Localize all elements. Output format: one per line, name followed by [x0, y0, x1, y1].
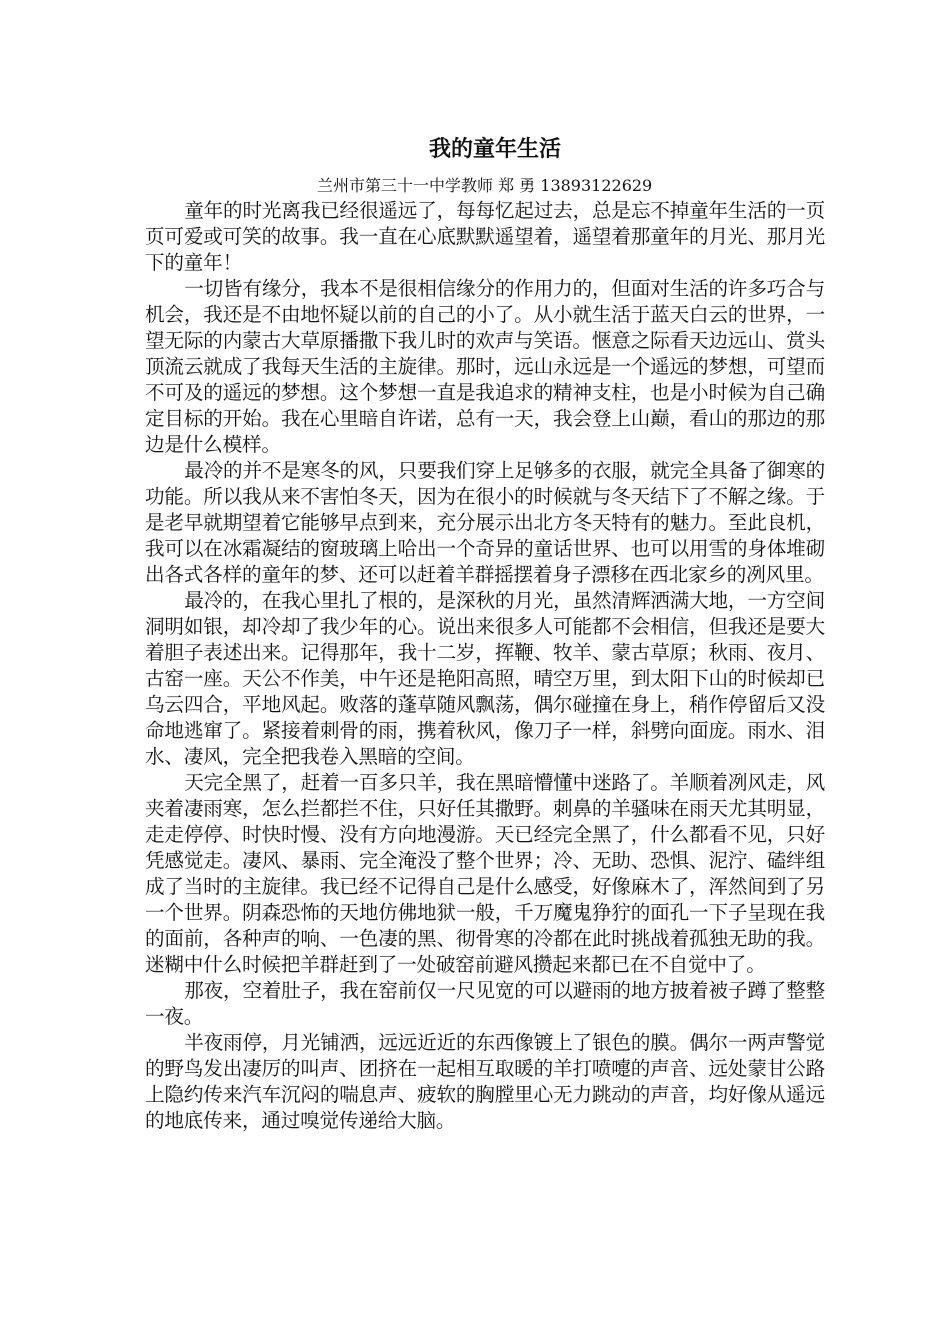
- paragraph-4: 最冷的，在我心里扎了根的，是深秋的月光，虽然清辉洒满大地，一方空间洞明如银，却冷却了我少年的心。说出来很多人可能都不会相信，但我还是要大着胆子表述出来。记得那年，我十二岁，挥鞭、牧羊、蒙古草原；秋雨、夜月、古窑一座。天公不作美，中午还是艳阳高照，晴空万里，到太阳下山的时候却已乌云四合，平地风起。败落的蓬草随风飘荡，偶尔碰撞在身上，稍作停留后又没命地逃窜了。紧接着刺骨的雨，携着秋风，像刀子一样，斜劈向面庞。雨水、泪水、凄风，完全把我卷入黑暗的空间。: [145, 589, 825, 768]
- paragraph-1: 童年的时光离我已经很遥远了，每每忆起过去，总是忘不掉童年生活的一页页可爱或可笑的故事。我一直在心底默默遥望着，遥望着那童年的月光、那月光下的童年！: [145, 199, 825, 274]
- paragraph-6: 那夜，空着肚子，我在窑前仅一尺见宽的可以避雨的地方披着被子蹲了整整一夜。: [145, 979, 825, 1028]
- paragraph-5: 天完全黑了，赶着一百多只羊，我在黑暗懵懂中迷路了。羊顺着冽风走，风夹着凄雨寒，怎么拦都拦不住，只好任其撒野。刺鼻的羊骚味在雨天尤其明显，走走停停、时快时慢、没有方向地漫游。天已经完全黑了，什么都看不见，只好凭感觉走。凄风、暴雨、完全淹没了整个世界；冷、无助、恐惧、泥泞、磕绊组成了当时的主旋律。我已经不记得自己是什么感受，好像麻木了，浑然间到了另一个世界。阴森恐怖的天地仿佛地狱一般，千万魔鬼狰狞的面孔一下子呈现在我的面前，各种声的响、一色凄的黑、彻骨寒的冷都在此时挑战着孤独无助的我。迷糊中什么时候把羊群赶到了一处破窑前避风攒起来都已在不自觉中了。: [145, 771, 825, 976]
- document-title: 我的童年生活: [428, 137, 561, 162]
- paragraph-7: 半夜雨停，月光铺洒，远远近近的东西像镀上了银色的膜。偶尔一两声警觉的野鸟发出凄厉的叫声、团挤在一起相互取暖的羊打喷嚏的声音、远处蒙甘公路上隐约传来汽车沉闷的喘息声、疲软的胸膛里心无力跳动的声音，均好像从遥远的地底传来，通过嗅觉传递给大脑。: [145, 1031, 825, 1132]
- document-page: [145, 132, 825, 1134]
- paragraph-2: 一切皆有缘分，我本不是很相信缘分的作用力的，但面对生活的许多巧合与机会，我还是不由地怀疑以前的自己的小了。从小就生活于蓝天白云的世界，一望无际的内蒙古大草原播撒下我儿时的欢声与笑语。惬意之际看天边远山、赏头顶流云就成了我每天生活的主旋律。那时，远山永远是一个遥远的梦想，可望而不可及的遥远的梦想。这个梦想一直是我追求的精神支柱，也是小时候为自己确定目标的开始。我在心里暗自许诺，总有一天，我会登上山巅，看山的那边的那边是什么模样。: [145, 277, 825, 456]
- paragraph-3: 最冷的并不是寒冬的风，只要我们穿上足够多的衣服，就完全具备了御寒的功能。所以我从来不害怕冬天，因为在很小的时候就与冬天结下了不解之缘。于是老早就期望着它能够早点到来，充分展示出北方冬天特有的魅力。至此良机，我可以在冰霜凝结的窗玻璃上哈出一个奇异的童话世界、也可以用雪的身体堆砌出各式各样的童年的梦、还可以赶着羊群摇摆着身子漂移在西北家乡的冽风里。: [145, 459, 825, 586]
- author-byline: 兰州市第三十一中学教师 郑 勇 13893122629: [317, 176, 653, 195]
